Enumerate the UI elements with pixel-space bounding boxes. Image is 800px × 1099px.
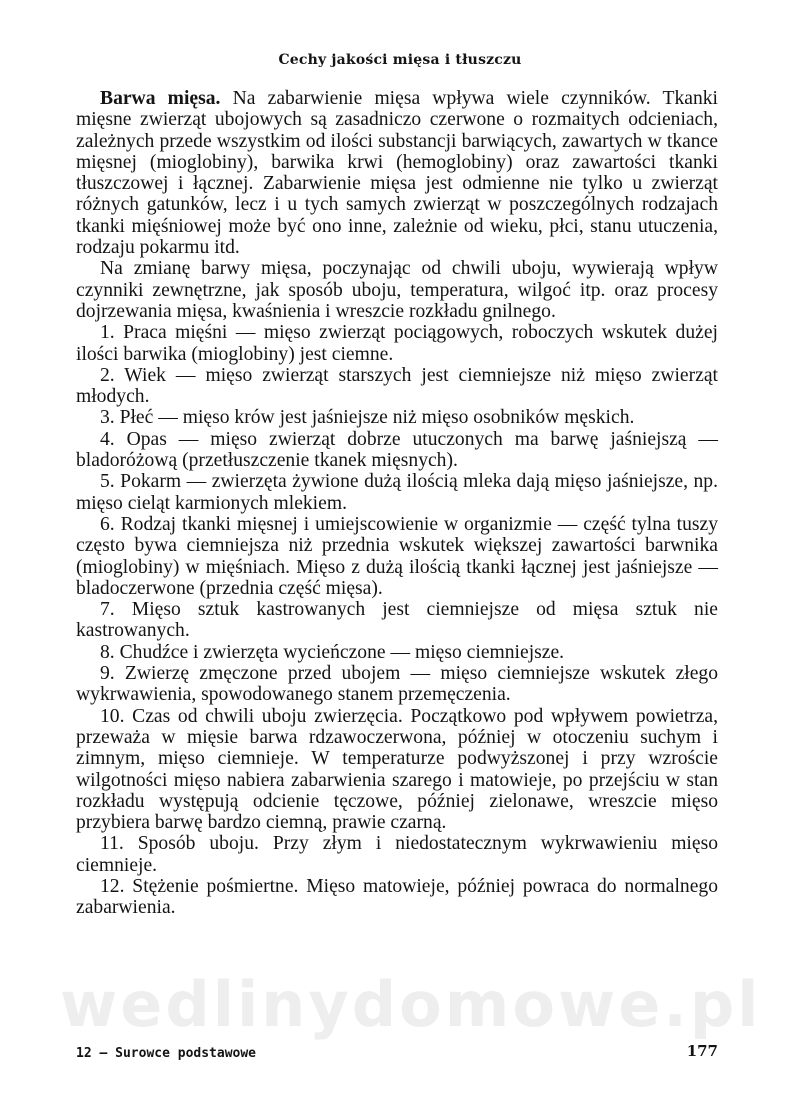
list-item: 7. Mięso sztuk kastrowanych jest ciemniejsze od mięsa sztuk nie kastrowanych. (76, 599, 718, 642)
watermark: wedlinydomowe.pl (60, 968, 762, 1041)
paragraph-text: Na zabarwienie mięsa wpływa wiele czynników. Tkanki mięsne zwierząt ubojowych są zasadniczo czerwone o rozmaitych odcieniach, zależnych przede wszystkim od ilości substancji barwiących, zawartych w tkance mięsnej (mioglobiny), barwika krwi (hemoglobiny) oraz zawartości tkanki tłuszczowej i łącznej. Zabarwienie mięsa jest odmienne nie tylko u zwierząt różnych gatunków, lecz i u tych samych zwierząt w poszczególnych rodzajach tkanki mięśniowej może być ono inne, zależnie od wieku, płci, stanu utuczenia, rodzaju pokarmu itd. (76, 88, 718, 259)
paragraph: Na zmianę barwy mięsa, poczynając od chwili uboju, wywierają wpływ czynniki zewnętrzne, jak sposób uboju, temperatura, wilgoć itp. oraz procesy dojrzewania mięsa, kwaśnienia i wreszcie rozkładu gnilnego. (76, 258, 718, 322)
list-item: 3. Płeć — mięso krów jest jaśniejsze niż mięso osobników męskich. (100, 407, 635, 429)
list-item: 10. Czas od chwili uboju zwierzęcia. Początkowo pod wpływem powietrza, przeważa w mięsie barwa rdzawoczerwona, później w otoczeniu suchym i zimnym, mięso ciemnieje. W temperaturze podwyższonej i przy wzroście wilgotności mięso nabiera zabarwienia szarego i matowieje, po przejściu w stan rozkładu występują odcienie tęczowe, później zielonawe, wreszcie mięso przybiera barwę bardzo ciemną, prawie czarną. (76, 705, 718, 834)
list-item: 1. Praca mięśni — mięso zwierząt pociągowych, roboczych wskutek dużej ilości barwika (mioglobiny) jest ciemne. (76, 322, 718, 365)
page-header-title: Cechy jakości mięsa i tłuszczu (278, 52, 522, 68)
list-item: 2. Wiek — mięso zwierząt starszych jest ciemniejsze niż mięso zwierząt młodych. (76, 364, 718, 408)
paragraph-barwa-miesa (76, 88, 718, 258)
list-item: 6. Rodzaj tkanki mięsnej i umiejscowienie w organizmie — część tylna tuszy często bywa ciemniejsza niż przednia wskutek większej zawartości barwnika (mioglobiny) w mięśniach. Mięso z dużą ilością tkanki łącznej jest jaśniejsze — bladoczerwone (przednia część mięsa). (76, 513, 718, 599)
page-number: 177 (686, 1042, 718, 1060)
list-item: 12. Stężenie pośmiertne. Mięso matowieje, później powraca do normalnego zabarwienia. (76, 875, 718, 919)
list-item: 8. Chudźce i zwierzęta wycieńczone — mięso ciemniejsze. (100, 641, 565, 663)
list-item: 4. Opas — mięso zwierząt dobrze utuczonych ma barwę jaśniejszą — bladoróżową (przetłuszczenie tkanek mięsnych). (76, 428, 718, 472)
list-item: 9. Zwierzę zmęczone przed ubojem — mięso ciemniejsze wskutek złego wykrwawienia, spowodowanego stanem przemęczenia. (76, 663, 718, 706)
footer-section-label: 12 — Surowce podstawowe (76, 1046, 257, 1061)
body-text (76, 88, 718, 919)
list-item: 5. Pokarm — zwierzęta żywione dużą ilością mleka dają mięso jaśniejsze, np. mięso cieląt karmionych mlekiem. (76, 471, 718, 514)
list-item: 11. Sposób uboju. Przy złym i niedostatecznym wykrwawieniu mięso ciemnieje. (76, 833, 718, 876)
paragraph-lead: Barwa mięsa. (100, 88, 221, 109)
